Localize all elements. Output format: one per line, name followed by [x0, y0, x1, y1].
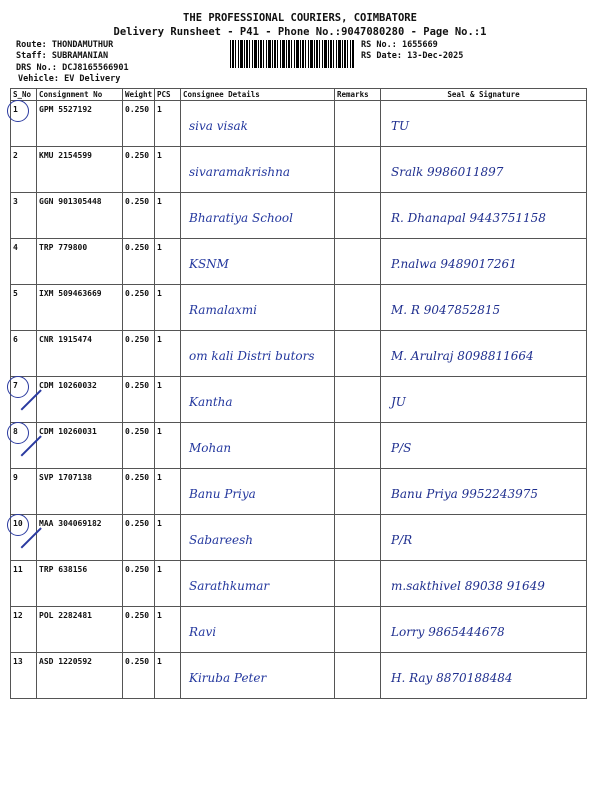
weight-cell: [123, 515, 155, 561]
weight-text: 0.250: [125, 197, 150, 206]
col-header-consignee: Consignee Details: [181, 89, 335, 101]
table-row: [11, 147, 587, 193]
signature-cell: [381, 561, 587, 607]
sno-text: 9: [13, 473, 18, 482]
signature-text: P/R: [391, 532, 413, 547]
consignee-text: Banu Priya: [189, 486, 256, 501]
consignment-cell: [37, 331, 123, 377]
signature-cell: [381, 331, 587, 377]
signature-text: M. R 9047852815: [391, 302, 501, 317]
route-field: Route: THONDAMUTHUR: [16, 40, 114, 50]
consignment-text: GPM 5527192: [39, 105, 92, 114]
consignee-cell: [181, 469, 335, 515]
signature-cell: [381, 377, 587, 423]
consignment-text: ASD 1220592: [39, 657, 92, 666]
pcs-cell: [155, 423, 181, 469]
weight-cell: [123, 653, 155, 699]
consignee-cell: [181, 377, 335, 423]
consignment-text: GGN 901305448: [39, 197, 102, 206]
col-header-sno: S_No: [11, 89, 37, 101]
weight-cell: [123, 377, 155, 423]
weight-text: 0.250: [125, 335, 150, 344]
sno-cell: [11, 653, 37, 699]
handwritten-circle-mark: [7, 514, 29, 536]
signature-text: H. Ray 8870188484: [391, 670, 513, 685]
table-row: [11, 193, 587, 239]
weight-text: 0.250: [125, 427, 150, 436]
weight-cell: [123, 285, 155, 331]
weight-cell: [123, 469, 155, 515]
signature-text: P.nalwa 9489017261: [391, 256, 517, 271]
consignment-text: TRP 779800: [39, 243, 88, 252]
pcs-text: 1: [157, 519, 162, 528]
signature-cell: [381, 653, 587, 699]
sno-text: 12: [13, 611, 23, 620]
sno-text: 4: [13, 243, 18, 252]
consignment-text: KMU 2154599: [39, 151, 92, 160]
runsheet-table: [10, 88, 587, 699]
weight-text: 0.250: [125, 105, 150, 114]
pcs-cell: [155, 285, 181, 331]
consignee-text: Ravi: [189, 624, 217, 639]
consignee-cell: [181, 239, 335, 285]
pcs-cell: [155, 515, 181, 561]
consignee-cell: [181, 423, 335, 469]
consignment-text: CDM 10260031: [39, 427, 97, 436]
weight-text: 0.250: [125, 657, 150, 666]
sno-text: 13: [13, 657, 23, 666]
consignment-text: POL 2282481: [39, 611, 92, 620]
sno-cell: [11, 607, 37, 653]
sno-cell: [11, 331, 37, 377]
sno-text: 6: [13, 335, 18, 344]
pcs-cell: [155, 331, 181, 377]
pcs-text: 1: [157, 657, 162, 666]
weight-text: 0.250: [125, 289, 150, 298]
consignee-cell: [181, 101, 335, 147]
consignee-cell: [181, 331, 335, 377]
consignment-cell: [37, 193, 123, 239]
table-header-row: [11, 89, 587, 101]
remarks-cell: [335, 653, 381, 699]
pcs-cell: [155, 561, 181, 607]
signature-cell: [381, 515, 587, 561]
consignee-cell: [181, 515, 335, 561]
consignment-cell: [37, 147, 123, 193]
signature-text: M. Arulraj 8098811664: [391, 348, 534, 363]
pcs-text: 1: [157, 473, 162, 482]
sno-text: 3: [13, 197, 18, 206]
consignment-cell: [37, 101, 123, 147]
signature-cell: [381, 101, 587, 147]
sno-text: 7: [13, 381, 18, 390]
sno-cell: [11, 561, 37, 607]
consignee-text: Sabareesh: [189, 532, 254, 547]
pcs-text: 1: [157, 335, 162, 344]
col-header-pcs: PCS: [155, 89, 181, 101]
signature-cell: [381, 285, 587, 331]
weight-cell: [123, 101, 155, 147]
pcs-text: 1: [157, 611, 162, 620]
remarks-cell: [335, 193, 381, 239]
consignment-cell: [37, 469, 123, 515]
col-header-consignment: Consignment No: [37, 89, 123, 101]
weight-text: 0.250: [125, 473, 150, 482]
consignee-text: Kiruba Peter: [189, 670, 267, 685]
rs-number-field: RS No.: 1655669: [361, 40, 438, 50]
remarks-cell: [335, 469, 381, 515]
signature-cell: [381, 193, 587, 239]
page-title: THE PROFESSIONAL COURIERS, COIMBATORE: [183, 12, 417, 24]
sno-cell: [11, 239, 37, 285]
pcs-cell: [155, 469, 181, 515]
handwritten-circle-mark: [7, 100, 29, 122]
consignee-text: Ramalaxmi: [189, 302, 257, 317]
pcs-text: 1: [157, 427, 162, 436]
pcs-text: 1: [157, 289, 162, 298]
table-row: [11, 515, 587, 561]
consignment-text: TRP 638156: [39, 565, 88, 574]
pcs-cell: [155, 147, 181, 193]
remarks-cell: [335, 147, 381, 193]
consignment-cell: [37, 561, 123, 607]
pcs-text: 1: [157, 565, 162, 574]
sno-cell: [11, 469, 37, 515]
pcs-text: 1: [157, 243, 162, 252]
pcs-text: 1: [157, 105, 162, 114]
consignee-cell: [181, 561, 335, 607]
signature-text: Banu Priya 9952243975: [391, 486, 538, 501]
pcs-cell: [155, 377, 181, 423]
table-row: [11, 423, 587, 469]
consignee-text: Sarathkumar: [189, 578, 270, 593]
weight-text: 0.250: [125, 243, 150, 252]
table-row: [11, 653, 587, 699]
sno-text: 2: [13, 151, 18, 160]
sno-text: 10: [13, 519, 23, 528]
remarks-cell: [335, 423, 381, 469]
remarks-cell: [335, 331, 381, 377]
remarks-cell: [335, 561, 381, 607]
consignee-text: Kantha: [189, 394, 233, 409]
sno-cell: [11, 423, 37, 469]
weight-cell: [123, 607, 155, 653]
sno-text: 8: [13, 427, 18, 436]
table-row: [11, 239, 587, 285]
sno-cell: [11, 377, 37, 423]
consignment-cell: [37, 239, 123, 285]
consignee-text: sivaramakrishna: [189, 164, 290, 179]
table-row: [11, 331, 587, 377]
table-row: [11, 607, 587, 653]
consignment-text: MAA 304069182: [39, 519, 102, 528]
vehicle-field: Vehicle: EV Delivery: [18, 74, 121, 84]
signature-cell: [381, 469, 587, 515]
sno-cell: [11, 515, 37, 561]
signature-cell: [381, 147, 587, 193]
signature-cell: [381, 607, 587, 653]
consignee-cell: [181, 653, 335, 699]
pcs-cell: [155, 653, 181, 699]
consignee-text: KSNM: [189, 256, 229, 271]
weight-text: 0.250: [125, 565, 150, 574]
signature-cell: [381, 423, 587, 469]
sno-cell: [11, 101, 37, 147]
signature-text: R. Dhanapal 9443751158: [391, 210, 546, 225]
consignee-cell: [181, 147, 335, 193]
consignee-cell: [181, 607, 335, 653]
weight-cell: [123, 193, 155, 239]
consignment-cell: [37, 515, 123, 561]
remarks-cell: [335, 239, 381, 285]
consignment-text: IXM 509463669: [39, 289, 102, 298]
table-row: [11, 469, 587, 515]
weight-cell: [123, 331, 155, 377]
table-row: [11, 377, 587, 423]
rs-date-field: RS Date: 13-Dec-2025: [361, 51, 464, 61]
signature-text: Sralk 9986011897: [391, 164, 504, 179]
remarks-cell: [335, 285, 381, 331]
consignment-text: CDM 10260032: [39, 381, 97, 390]
signature-text: Lorry 9865444678: [391, 624, 505, 639]
consignment-text: CNR 1915474: [39, 335, 92, 344]
remarks-cell: [335, 515, 381, 561]
consignee-cell: [181, 193, 335, 239]
weight-cell: [123, 423, 155, 469]
consignee-cell: [181, 285, 335, 331]
pcs-cell: [155, 607, 181, 653]
pcs-text: 1: [157, 197, 162, 206]
handwritten-circle-mark: [7, 422, 29, 444]
consignee-text: Mohan: [189, 440, 232, 455]
weight-text: 0.250: [125, 519, 150, 528]
sno-cell: [11, 285, 37, 331]
pcs-cell: [155, 193, 181, 239]
weight-text: 0.250: [125, 611, 150, 620]
consignment-cell: [37, 285, 123, 331]
table-row: [11, 101, 587, 147]
weight-text: 0.250: [125, 151, 150, 160]
col-header-weight: Weight: [123, 89, 155, 101]
sno-text: 1: [13, 105, 18, 114]
signature-cell: [381, 239, 587, 285]
weight-cell: [123, 239, 155, 285]
table-row: [11, 285, 587, 331]
signature-text: JU: [391, 394, 406, 409]
weight-cell: [123, 147, 155, 193]
sno-text: 11: [13, 565, 23, 574]
pcs-cell: [155, 239, 181, 285]
sno-cell: [11, 147, 37, 193]
consignment-cell: [37, 607, 123, 653]
consignee-text: om kali Distri butors: [189, 348, 315, 363]
consignment-cell: [37, 653, 123, 699]
drs-field: DRS No.: DCJ8165566901: [16, 63, 129, 73]
remarks-cell: [335, 377, 381, 423]
col-header-remarks: Remarks: [335, 89, 381, 101]
consignment-text: SVP 1707138: [39, 473, 92, 482]
consignment-cell: [37, 423, 123, 469]
table-row: [11, 561, 587, 607]
consignee-text: Bharatiya School: [189, 210, 293, 225]
runsheet-subtitle: Delivery Runsheet - P41 - Phone No.:9047080280 - Page No.:1: [113, 26, 487, 38]
handwritten-circle-mark: [7, 376, 29, 398]
signature-text: P/S: [391, 440, 412, 455]
sno-cell: [11, 193, 37, 239]
weight-text: 0.250: [125, 381, 150, 390]
pcs-text: 1: [157, 151, 162, 160]
signature-text: m.sakthivel 89038 91649: [391, 578, 545, 593]
pcs-text: 1: [157, 381, 162, 390]
col-header-signature: Seal & Signature: [381, 89, 587, 101]
remarks-cell: [335, 101, 381, 147]
consignment-cell: [37, 377, 123, 423]
pcs-cell: [155, 101, 181, 147]
consignee-text: siva visak: [189, 118, 248, 133]
signature-text: TU: [391, 118, 410, 133]
sno-text: 5: [13, 289, 18, 298]
staff-field: Staff: SUBRAMANIAN: [16, 51, 109, 61]
barcode-image: [230, 40, 354, 68]
weight-cell: [123, 561, 155, 607]
remarks-cell: [335, 607, 381, 653]
